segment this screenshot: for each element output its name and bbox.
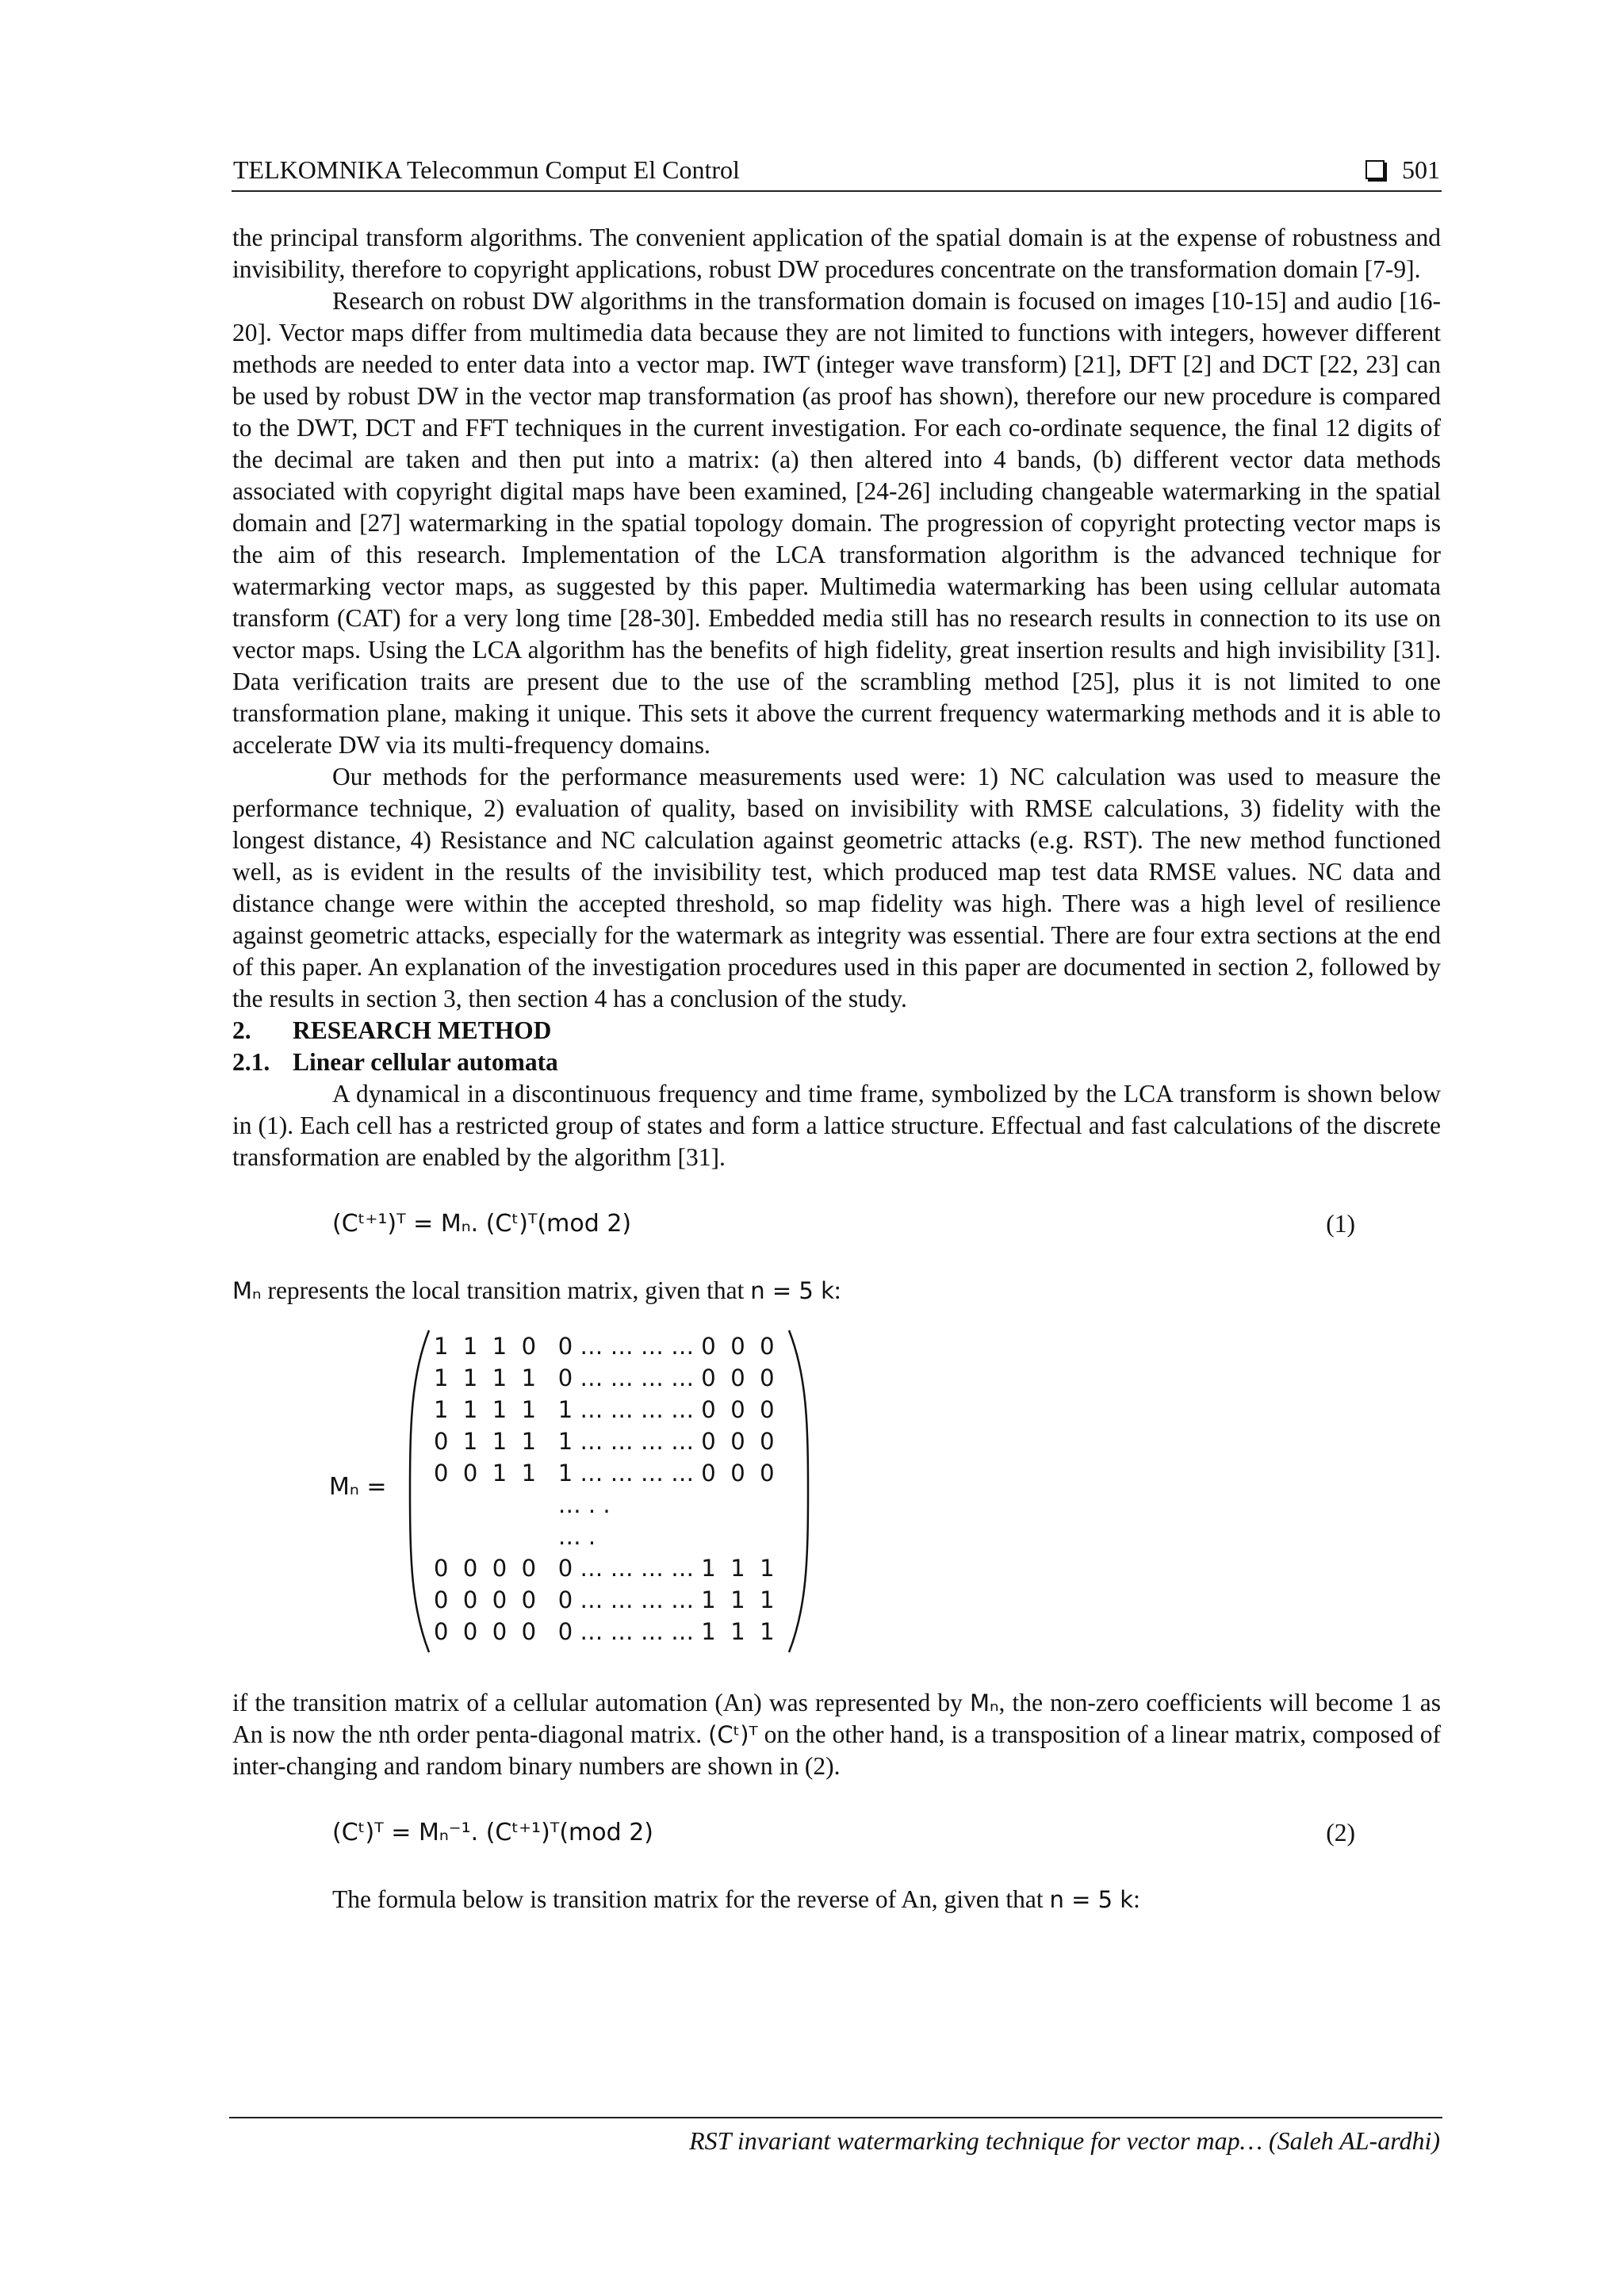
- paragraph-3: Our methods for the performance measurements used were: 1) NC calculation was used to measure the performance technique, 2) evaluation of quality, based on invisibility with RMSE calculations, 3) fidelity with the longest distance, 4) Resistance and NC calculation against geometric attacks (e.g. RST). The new method functioned well, as is evident in the results of the invisibility test, which produced map test data RMSE values. NC data and distance change were within the accepted threshold, so map fidelity was high. There was a high level of resilience against geometric attacks, especially for the watermark as integrity was essential. There are four extra sections at the end of this paper. An explanation of the investigation procedures used in this paper are documented in section 2, followed by the results in section 3, then section 4 has a conclusion of the study.: [232, 763, 1441, 1012]
- paragraph-1: the principal transform algorithms. The convenient application of the spatial domain is at the expense of robustness and invisibility, therefore to copyright applications, robust DW procedures concentrate on the transformation domain [7-9].: [232, 224, 1441, 283]
- page-number-group: [1365, 155, 1440, 185]
- transition-m1: Mₙ: [969, 1689, 999, 1716]
- equation-1-expression: (Cᵗ⁺¹)ᵀ = Mₙ. (Cᵗ)ᵀ(mod 2): [332, 1210, 632, 1238]
- mn-symbol: Mₙ: [232, 1277, 262, 1304]
- transition-paragraph: [232, 1687, 1441, 1782]
- footer-rule: [229, 2117, 1442, 2118]
- page-number: 501: [1402, 155, 1440, 184]
- mn-condition: n = 5 k: [750, 1277, 834, 1304]
- journal-title: TELKOMNIKA Telecommun Comput El Control: [233, 155, 740, 184]
- matrix-label: Mₙ =: [329, 1473, 387, 1501]
- page-header: [232, 155, 1442, 192]
- mn-definition: [232, 1275, 1441, 1307]
- matrix-row: … .: [434, 1523, 596, 1550]
- subsection-title: Linear cellular automata: [293, 1048, 558, 1076]
- checkbox-icon: [1365, 160, 1385, 179]
- matrix-row: 0 0 0 0 0 … … … … 1 1 1: [434, 1586, 775, 1613]
- section-number: 2.: [232, 1016, 251, 1044]
- matrix-row: … . .: [434, 1491, 611, 1518]
- matrix-row: 0 0 0 0 0 … … … … 1 1 1: [434, 1618, 775, 1645]
- transition-matrix: [232, 1327, 1441, 1655]
- right-paren-icon: [784, 1327, 813, 1655]
- reverse-end: :: [1133, 1885, 1140, 1913]
- lca-paragraph: A dynamical in a discontinuous frequency and time frame, symbolized by the LCA transform is shown below in (1). Each cell has a restricted group of states and form a lattice structure. Effectual and fast calculations of the discrete transformation are enabled by the algorithm [31].: [232, 1080, 1441, 1171]
- matrix-row: 1 1 1 0 0 … … … … 0 0 0: [434, 1333, 775, 1360]
- mn-end: :: [833, 1276, 841, 1304]
- mn-text: represents the local transition matrix, given that: [261, 1276, 751, 1304]
- matrix-row: 0 0 1 1 1 … … … … 0 0 0: [434, 1460, 775, 1487]
- equation-2: [232, 1817, 1441, 1849]
- transition-text-2: , the non-zero coefficients will become 1 as An is now the nth order penta-diagonal matrix.: [232, 1689, 1441, 1748]
- reverse-text: The formula below is transition matrix for the reverse of An, given that: [332, 1885, 1050, 1913]
- equation-1-label: (1): [1326, 1210, 1355, 1238]
- matrix-row: 0 0 0 0 0 … … … … 1 1 1: [434, 1555, 775, 1582]
- section-heading: [232, 1015, 1441, 1047]
- equation-2-label: (2): [1326, 1819, 1355, 1846]
- subsection-number: 2.1.: [232, 1048, 270, 1076]
- left-paren-icon: [405, 1327, 434, 1655]
- transition-text-1: if the transition matrix of a cellular automation (An) was represented by: [232, 1689, 970, 1716]
- transition-m2: (Cᵗ)ᵀ: [708, 1721, 758, 1748]
- equation-1: [232, 1208, 1441, 1240]
- body-text: [232, 222, 1441, 1915]
- equation-2-expression: (Cᵗ)ᵀ = Mₙ⁻¹. (Cᵗ⁺¹)ᵀ(mod 2): [332, 1819, 653, 1846]
- matrix-rows: [434, 1330, 791, 1647]
- matrix-row: 0 1 1 1 1 … … … … 0 0 0: [434, 1428, 775, 1455]
- transition-text-3: on the other hand, is a transposition of a linear matrix, composed of inter-changing and random binary numbers are shown in (2).: [232, 1720, 1441, 1780]
- reverse-condition: n = 5 k: [1049, 1886, 1134, 1913]
- running-footer: RST invariant watermarking technique for vector map… (Saleh AL-ardhi): [689, 2126, 1440, 2155]
- reverse-matrix-line: [232, 1884, 1441, 1915]
- paragraph-2: Research on robust DW algorithms in the transformation domain is focused on images [10-15] and audio [16-20]. Vector maps differ from multimedia data because they are not limited to functions with integers, however different methods are needed to enter data into a vector map. IWT (integer wave transform) [21], DFT [2] and DCT [22, 23] can be used by robust DW in the vector map transformation (as proof has shown), therefore our new procedure is compared to the DWT, DCT and FFT techniques in the current investigation. For each co-ordinate sequence, the final 12 digits of the decimal are taken and then put into a matrix: (a) then altered into 4 bands, (b) different vector data methods associated with copyright digital maps have been examined, [24-26] including changeable watermarking in the spatial domain and [27] watermarking in the spatial topology domain. The progression of copyright protecting vector maps is the aim of this research. Implementation of the LCA transformation algorithm is the advanced technique for watermarking vector maps, as suggested by this paper. Multimedia watermarking has been using cellular automata transform (CAT) for a very long time [28-30]. Embedded media still has no research results in connection to its use on vector maps. Using the LCA algorithm has the benefits of high fidelity, great insertion results and high invisibility [31]. Data verification traits are present due to the use of the scrambling method [25], plus it is not limited to one transformation plane, making it unique. This sets it above the current frequency watermarking methods and it is able to accelerate DW via its multi-frequency domains.: [232, 287, 1441, 759]
- matrix-row: 1 1 1 1 1 … … … … 0 0 0: [434, 1396, 775, 1423]
- subsection-heading: [232, 1047, 1441, 1078]
- section-title: RESEARCH METHOD: [293, 1016, 552, 1044]
- matrix-row: 1 1 1 1 0 … … … … 0 0 0: [434, 1364, 775, 1391]
